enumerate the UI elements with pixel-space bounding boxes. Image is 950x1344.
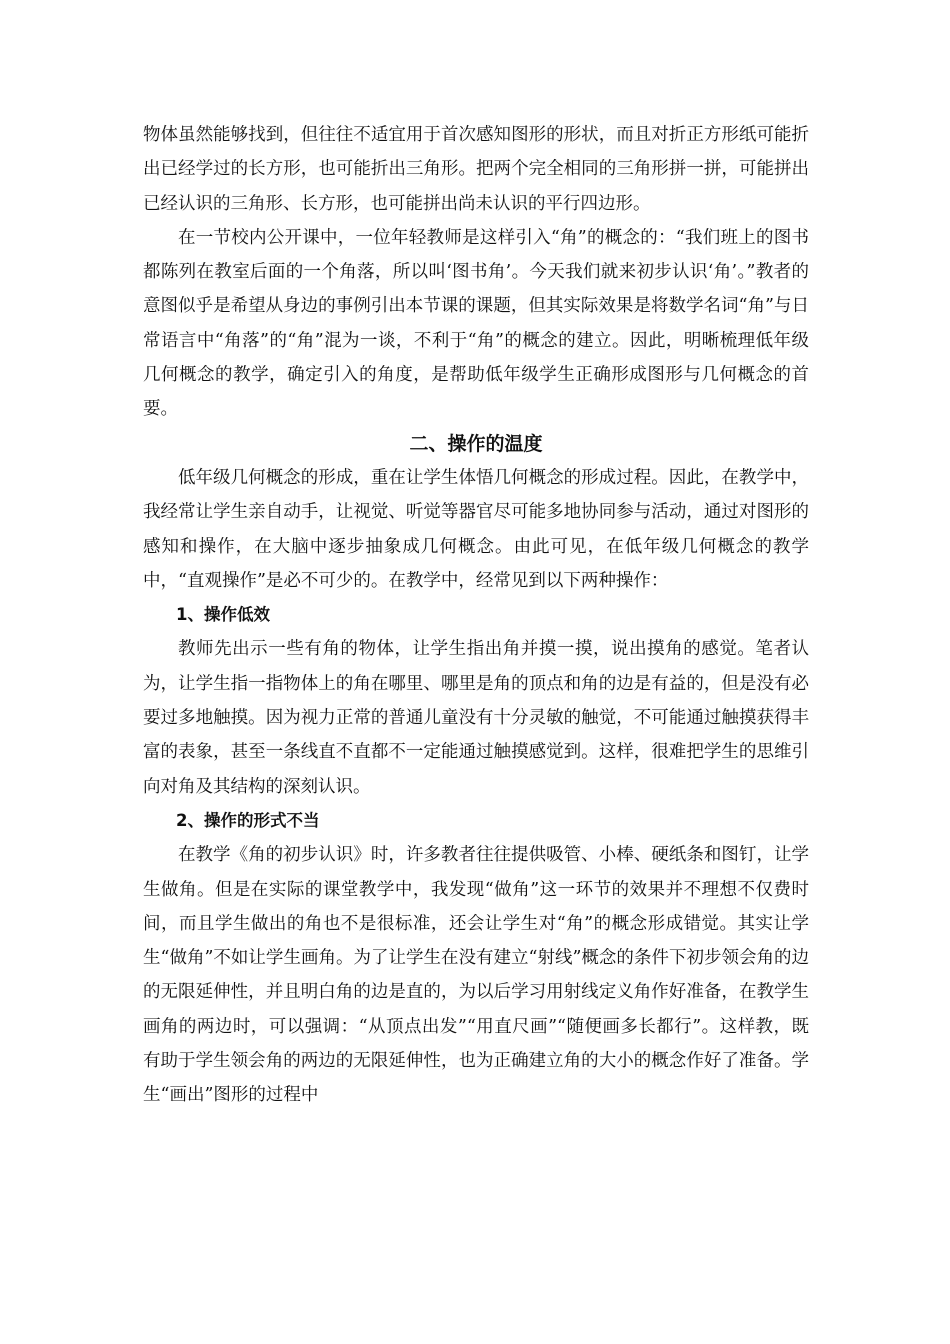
paragraph-open-class-example: 在一节校内公开课中，一位年轻教师是这样引入“角”的概念的：“我们班上的图书都陈列在教室后面的一个角落，所以叫‘图书角’。今天我们就来初步认识‘角’。”教者的意图似乎是希望从身边的事例引出本节课的课题，但其实际效果是将数学名词“角”与日常语言中“角落”的“角”混为一谈，不利于“角”的概念的建立。因此，明晰梳理低年级几何概念的教学，确定引入的角度，是帮助低年级学生正确形成图形与几何概念的首要。: [143, 227, 809, 420]
section-title: 二、操作的温度: [409, 432, 543, 455]
paragraph-low-efficiency: 教师先出示一些有角的物体，让学生指出角并摸一摸，说出摸角的感觉。笔者认为，让学生指一指物体上的角在哪里、哪里是角的顶点和角的边是有益的，但是没有必要过多地触摸。因为视力正常的普通儿童没有十分灵敏的触觉，不可能通过触摸获得丰富的表象，甚至一条线直不直都不一定能通过触摸感觉到。这样，很难把学生的思维引向对角及其结构的深刻认识。: [143, 639, 809, 797]
paragraph-operation-intro: 低年级几何概念的形成，重在让学生体悟几何概念的形成过程。因此，在教学中，我经常让学生亲自动手，让视觉、听觉等器官尽可能多地协同参与活动，通过对图形的感知和操作，在大脑中逐步抽象成几何概念。由此可见，在低年级几何概念的教学中，“直观操作”是必不可少的。在教学中，经常见到以下两种操作：: [143, 467, 809, 591]
paragraph-continuation: 物体虽然能够找到，但往往不适宜用于首次感知图形的形状，而且对折正方形纸可能折出已经学过的长方形，也可能折出三角形。把两个完全相同的三角形拼一拼，可能拼出已经认识的三角形、长方形，也可能拼出尚未认识的平行四边形。: [143, 125, 809, 214]
document-body: [143, 118, 809, 1113]
paragraph-improper-form: 在教学《角的初步认识》时，许多教者往往提供吸管、小棒、硬纸条和图钉，让学生做角。但是在实际的课堂教学中，我发现“做角”这一环节的效果并不理想不仅费时间，而且学生做出的角也不是很标准，还会让学生对“角”的概念形成错觉。其实让学生“做角”不如让学生画角。为了让学生在没有建立“射线”概念的条件下初步领会角的边的无限延伸性，并且明白角的边是直的，为以后学习用射线定义角作好准备，在教学生画角的两边时，可以强调：“从顶点出发”“用直尺画”“随便画多长都行”。这样教，既有助于学生领会角的两边的无限延伸性，也为正确建立角的大小的概念作好了准备。学生“画出”图形的过程中: [143, 845, 809, 1106]
subtitle-improper-form: 2、操作的形式不当: [176, 810, 320, 830]
subtitle-low-efficiency: 1、操作低效: [176, 605, 270, 625]
